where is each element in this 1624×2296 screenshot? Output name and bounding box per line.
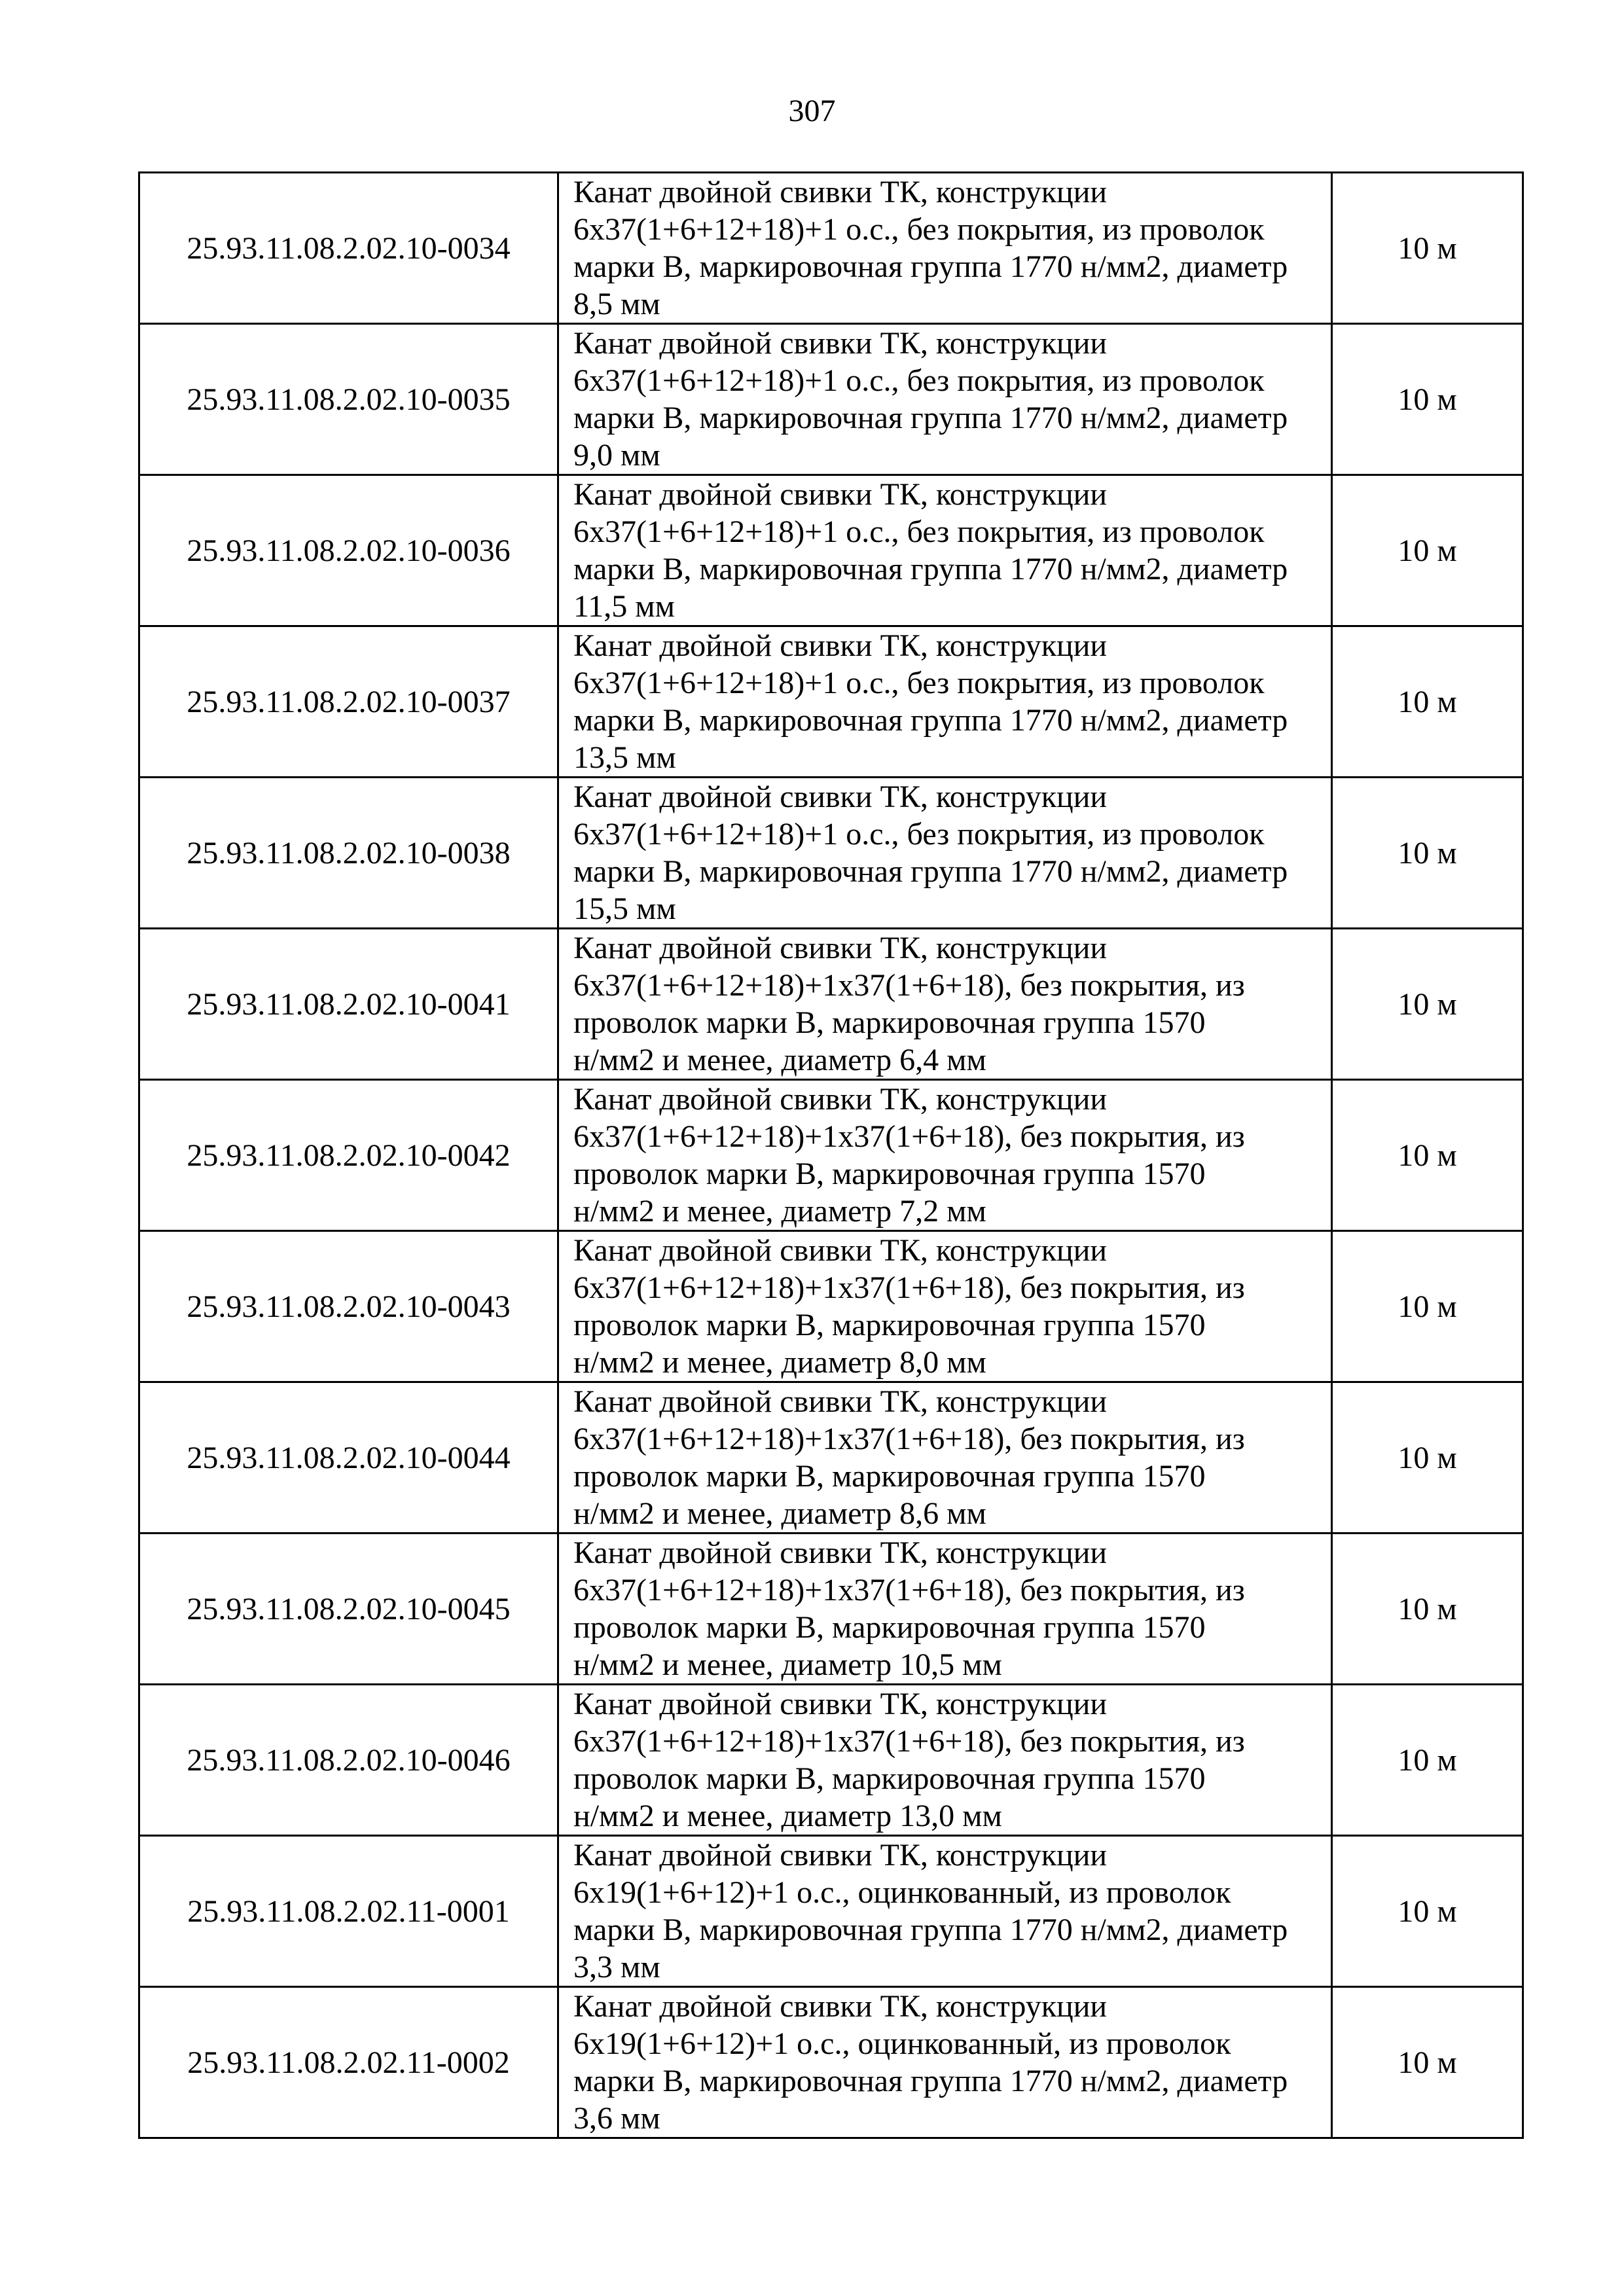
resource-table — [138, 171, 1524, 2139]
resource-unit-cell: 10 м — [1332, 1987, 1523, 2138]
resource-code-cell: 25.93.11.08.2.02.10-0042 — [139, 1080, 558, 1231]
resource-code-cell: 25.93.11.08.2.02.10-0046 — [139, 1685, 558, 1836]
resource-unit-cell: 10 м — [1332, 778, 1523, 929]
resource-unit-cell: 10 м — [1332, 1685, 1523, 1836]
resource-table-body — [139, 173, 1523, 2138]
resource-code-cell: 25.93.11.08.2.02.10-0037 — [139, 626, 558, 778]
description-line: 6х37(1+6+12+18)+1 о.с., без покрытия, из проволок — [573, 817, 1265, 852]
description-line: 9,0 мм — [573, 438, 660, 473]
description-line: марки В, маркировочная группа 1770 н/мм2, диаметр — [573, 552, 1288, 586]
description-line: 13,5 мм — [573, 740, 676, 775]
description-line: марки В, маркировочная группа 1770 н/мм2, диаметр — [573, 854, 1288, 889]
resource-code-cell: 25.93.11.08.2.02.10-0034 — [139, 173, 558, 324]
table-row — [139, 1534, 1523, 1685]
resource-description-cell — [558, 324, 1332, 475]
table-row — [139, 778, 1523, 929]
description-line: 6х37(1+6+12+18)+1х37(1+6+18), без покрытия, из — [573, 1724, 1245, 1759]
resource-description-cell — [558, 1836, 1332, 1987]
description-line: марки В, маркировочная группа 1770 н/мм2, диаметр — [573, 1912, 1288, 1947]
description-line: н/мм2 и менее, диаметр 10,5 мм — [573, 1647, 1002, 1682]
resource-code-cell: 25.93.11.08.2.02.10-0045 — [139, 1534, 558, 1685]
description-line: марки В, маркировочная группа 1770 н/мм2, диаметр — [573, 249, 1288, 284]
resource-code-cell: 25.93.11.08.2.02.11-0002 — [139, 1987, 558, 2138]
resource-unit-cell: 10 м — [1332, 1836, 1523, 1987]
resource-unit-cell: 10 м — [1332, 929, 1523, 1080]
description-line: Канат двойной свивки ТК, конструкции — [573, 1989, 1108, 2024]
description-line: Канат двойной свивки ТК, конструкции — [573, 1384, 1108, 1419]
description-line: н/мм2 и менее, диаметр 7,2 мм — [573, 1194, 986, 1229]
resource-code-cell: 25.93.11.08.2.02.10-0044 — [139, 1382, 558, 1534]
description-line: Канат двойной свивки ТК, конструкции — [573, 326, 1108, 361]
resource-code-cell: 25.93.11.08.2.02.10-0043 — [139, 1231, 558, 1382]
description-line: н/мм2 и менее, диаметр 6,4 мм — [573, 1043, 986, 1077]
table-row — [139, 1382, 1523, 1534]
table-row — [139, 173, 1523, 324]
table-row — [139, 1836, 1523, 1987]
description-line: 6х37(1+6+12+18)+1 о.с., без покрытия, из проволок — [573, 514, 1265, 549]
description-line: проволок марки В, маркировочная группа 1570 — [573, 1459, 1206, 1494]
resource-code-cell: 25.93.11.08.2.02.10-0035 — [139, 324, 558, 475]
table-row — [139, 1080, 1523, 1231]
resource-description-cell — [558, 778, 1332, 929]
description-line: марки В, маркировочная группа 1770 н/мм2, диаметр — [573, 703, 1288, 738]
resource-code-cell: 25.93.11.08.2.02.11-0001 — [139, 1836, 558, 1987]
resource-description-cell — [558, 929, 1332, 1080]
table-row — [139, 626, 1523, 778]
description-line: Канат двойной свивки ТК, конструкции — [573, 1838, 1108, 1873]
description-line: Канат двойной свивки ТК, конструкции — [573, 780, 1108, 814]
resource-unit-cell: 10 м — [1332, 626, 1523, 778]
description-line: 6х37(1+6+12+18)+1х37(1+6+18), без покрытия, из — [573, 968, 1245, 1003]
resource-description-cell — [558, 1382, 1332, 1534]
resource-description-cell — [558, 1685, 1332, 1836]
description-line: Канат двойной свивки ТК, конструкции — [573, 477, 1108, 512]
description-line: Канат двойной свивки ТК, конструкции — [573, 1687, 1108, 1721]
description-line: 6х37(1+6+12+18)+1х37(1+6+18), без покрытия, из — [573, 1422, 1245, 1456]
description-line: 6х37(1+6+12+18)+1х37(1+6+18), без покрытия, из — [573, 1573, 1245, 1607]
description-line: марки В, маркировочная группа 1770 н/мм2, диаметр — [573, 2064, 1288, 2098]
resource-code-cell: 25.93.11.08.2.02.10-0038 — [139, 778, 558, 929]
description-line: проволок марки В, маркировочная группа 1570 — [573, 1005, 1206, 1040]
description-line: н/мм2 и менее, диаметр 8,6 мм — [573, 1496, 986, 1531]
description-line: 11,5 мм — [573, 589, 675, 624]
table-row — [139, 324, 1523, 475]
description-line: 6х37(1+6+12+18)+1х37(1+6+18), без покрытия, из — [573, 1119, 1245, 1154]
resource-unit-cell: 10 м — [1332, 475, 1523, 626]
description-line: проволок марки В, маркировочная группа 1570 — [573, 1308, 1206, 1342]
resource-description-cell — [558, 1231, 1332, 1382]
resource-description-cell — [558, 475, 1332, 626]
description-line: 15,5 мм — [573, 891, 676, 926]
description-line: 6х19(1+6+12)+1 о.с., оцинкованный, из проволок — [573, 1875, 1231, 1910]
description-line: 6х37(1+6+12+18)+1х37(1+6+18), без покрытия, из — [573, 1270, 1245, 1305]
description-line: 3,6 мм — [573, 2101, 660, 2136]
resource-description-cell — [558, 173, 1332, 324]
description-line: 6х37(1+6+12+18)+1 о.с., без покрытия, из проволок — [573, 212, 1265, 247]
description-line: проволок марки В, маркировочная группа 1570 — [573, 1157, 1206, 1191]
table-row — [139, 929, 1523, 1080]
description-line: н/мм2 и менее, диаметр 13,0 мм — [573, 1799, 1002, 1833]
resource-description-cell — [558, 1080, 1332, 1231]
resource-unit-cell: 10 м — [1332, 1080, 1523, 1231]
description-line: марки В, маркировочная группа 1770 н/мм2, диаметр — [573, 401, 1288, 435]
resource-unit-cell: 10 м — [1332, 173, 1523, 324]
description-line: н/мм2 и менее, диаметр 8,0 мм — [573, 1345, 986, 1380]
resource-description-cell — [558, 1534, 1332, 1685]
resource-description-cell — [558, 1987, 1332, 2138]
resource-unit-cell: 10 м — [1332, 324, 1523, 475]
description-line: Канат двойной свивки ТК, конструкции — [573, 1082, 1108, 1117]
resource-code-cell: 25.93.11.08.2.02.10-0041 — [139, 929, 558, 1080]
description-line: Канат двойной свивки ТК, конструкции — [573, 175, 1108, 209]
table-row — [139, 475, 1523, 626]
description-line: 6х19(1+6+12)+1 о.с., оцинкованный, из проволок — [573, 2026, 1231, 2061]
page-number: 307 — [788, 94, 836, 128]
description-line: 6х37(1+6+12+18)+1 о.с., без покрытия, из проволок — [573, 363, 1265, 398]
description-line: проволок марки В, маркировочная группа 1570 — [573, 1761, 1206, 1796]
resource-description-cell — [558, 626, 1332, 778]
description-line: проволок марки В, маркировочная группа 1570 — [573, 1610, 1206, 1645]
description-line: 8,5 мм — [573, 287, 660, 321]
resource-unit-cell: 10 м — [1332, 1231, 1523, 1382]
description-line: Канат двойной свивки ТК, конструкции — [573, 1233, 1108, 1268]
description-line: Канат двойной свивки ТК, конструкции — [573, 628, 1108, 663]
description-line: 6х37(1+6+12+18)+1 о.с., без покрытия, из проволок — [573, 666, 1265, 700]
resource-unit-cell: 10 м — [1332, 1534, 1523, 1685]
table-row — [139, 1987, 1523, 2138]
table-row — [139, 1685, 1523, 1836]
description-line: Канат двойной свивки ТК, конструкции — [573, 931, 1108, 965]
table-row — [139, 1231, 1523, 1382]
description-line: 3,3 мм — [573, 1950, 660, 1984]
resource-code-cell: 25.93.11.08.2.02.10-0036 — [139, 475, 558, 626]
description-line: Канат двойной свивки ТК, конструкции — [573, 1535, 1108, 1570]
resource-unit-cell: 10 м — [1332, 1382, 1523, 1534]
